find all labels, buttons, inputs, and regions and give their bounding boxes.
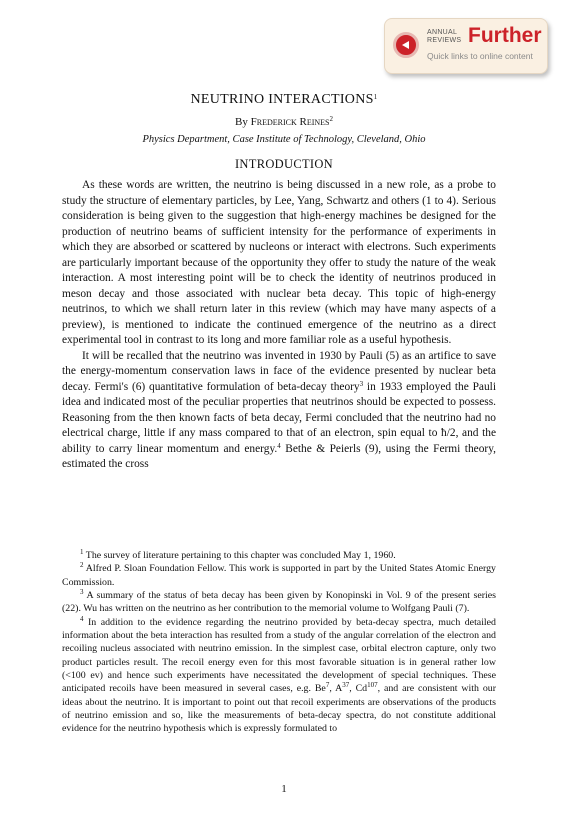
play-icon (393, 32, 419, 58)
author-line: By Frederick Reines$^2$ (235, 115, 333, 128)
badge-subtitle: Quick links to online content (427, 51, 533, 61)
annual-reviews-further-badge[interactable] (384, 18, 548, 74)
footnote-ref: 4 (277, 441, 281, 450)
section-heading: INTRODUCTION (234, 157, 334, 171)
footnote: $^4$ In addition to the evidence regarding the neutrino provided by beta-decay spectra, much detailed information about the beta interaction has resulted from a study of the angular correlation of the electron and recoiling nucleus associated with neutrino emission. In the simplest case, orbital electron capture, only two product particles result. The recoil energy even for this most favorable situation is in general rather low (<100 ev) and hence such experiments have necessitated the development of special techniques. These anticipated recoils have been measured in several cases, e.g. Be$^7$, $A^{37}$, Cd$^{107}$, and are consistent with our ideas about the neutrino. It is important to point out that recoil experiments are observations of the products of neutrino emission and so, like the measurements of beta-decay spectra, do not constitute additional evidence for the neutrino hypothesis which is expressly formulated to (62, 614, 496, 735)
article-title: NEUTRINO INTERACTIONS$^1$ (190, 92, 378, 107)
footnote-ref: 3 (359, 379, 364, 388)
badge-further-label: Further (468, 24, 542, 47)
footnote: $^1$ The survey of literature pertaining to this chapter was concluded May 1, 1960. (80, 548, 396, 561)
footnote: $^2$ Alfred P. Sloan Foundation Fellow. This work is supported in part by the United States Atomic Energy Commission. (62, 561, 496, 588)
footnotes (62, 549, 496, 736)
body-text (62, 178, 496, 473)
badge-annual-reviews-label: ANNUAL REVIEWS (427, 29, 462, 44)
paragraph: As these words are written, the neutrino is being discussed in a new role, as a probe to study the structure of elementary particles, by Lee, Yang, Schwartz and others (1 to 4). Serious consideration is being given to the suggestion that high-energy machines be designed for the production of neutrino beams of sufficient intensity for the performance of experiments in which they are absorbed or scattered by nucleons or interact with electrons. Such experiments are particularly important because of the opportunity they offer to study the nature of the weak interaction. A most interesting point will be to check the identity of neutrinos produced in meson decay and those associated with nuclear beta decay. This topic of high-energy neutrinos, to which we shall return later in this review (which may have many aspects of a preview), is mentioned to indicate the continued emergence of the neutrino as a direct experimental tool in contrast to its long and more familiar role as a useful hypothesis. (62, 179, 496, 346)
paragraph: It will be recalled that the neutrino was invented in 1930 by Pauli (5) as an artifice to save the energy-momentum conservation laws in face of the evidence presented by nuclear beta decay. Fermi's (6) quantitative formulation of beta-decay theory$^3$ in 1933 employed the Pauli idea and indicated most of the peculiar properties that neutrinos should be expected to possess. Reasoning from the then known facts of beta decay, Fermi concluded that the neutrino had no electrical charge, little if any mass compared to that of an electron, spin equal to ħ/2, and the ability to carry linear momentum and energy.$^4$ Bethe & Peierls (9), using the Fermi theory, estimated the cross (62, 349, 496, 470)
affiliation: Physics Department, Case Institute of Technology, Cleveland, Ohio (142, 134, 426, 145)
footnote: $^3$ A summary of the status of beta decay has been given by Konopinski in Vol. 9 of the present series (22). Wu has written on the neutrino as her contribution to the memorial volume to Wolfgang Pauli (7). (62, 588, 496, 615)
page-number: 1 (281, 783, 287, 795)
